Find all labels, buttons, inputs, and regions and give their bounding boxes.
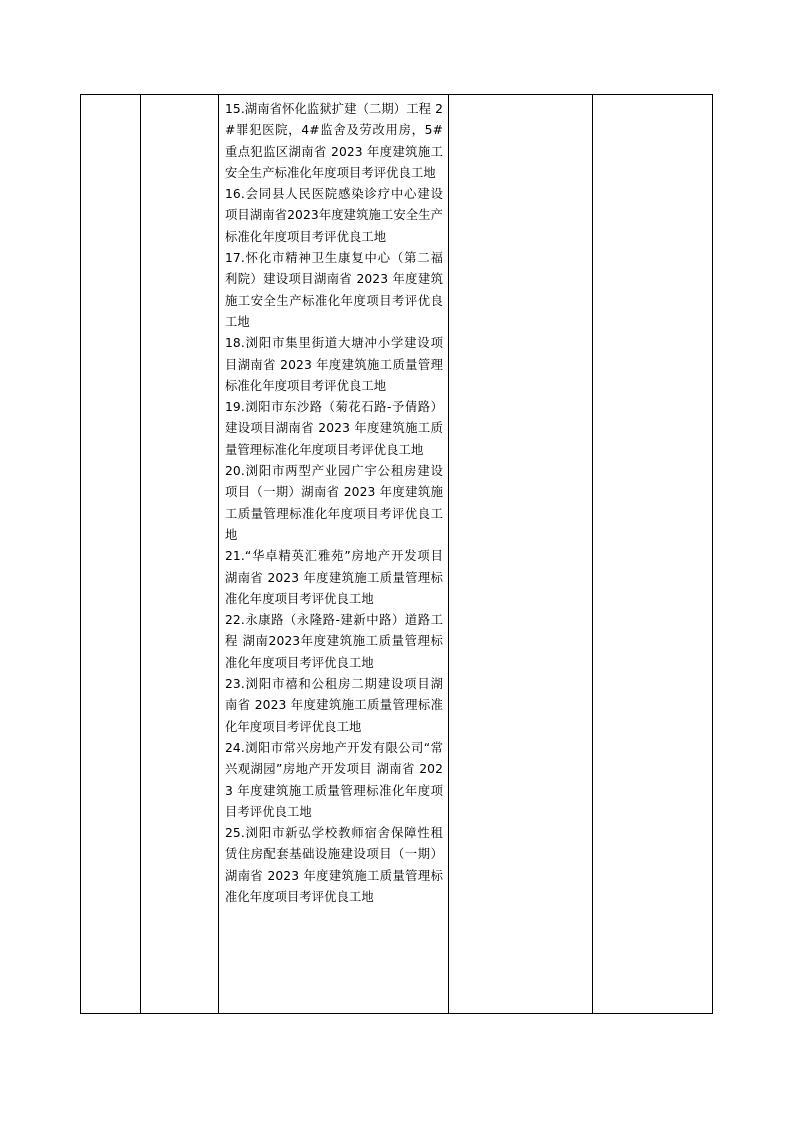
table-cell-col-5	[593, 95, 713, 1014]
table-cell-col-1	[81, 95, 141, 1014]
award-entry-23: 23.浏阳市禧和公租房二期建设项目湖南省 2023 年度建筑施工质量管理标准化年度项目考评优良工地	[225, 677, 443, 734]
award-entry-20: 20.浏阳市两型产业园广宇公租房建设项目（一期）湖南省 2023 年度建筑施工质量管理标准化年度项目考评优良工地	[225, 464, 443, 542]
award-entry-16: 16.会同县人民医院感染诊疗中心建设项目湖南省2023年度建筑施工安全生产标准化年度项目考评优良工地	[225, 187, 443, 244]
table-cell-awards-list	[219, 95, 449, 1014]
table-cell-col-2	[141, 95, 219, 1014]
award-entry-21: 21.“华卓精英汇雅苑”房地产开发项目湖南省 2023 年度建筑施工质量管理标准化年度项目考评优良工地	[225, 549, 443, 606]
award-entry-19: 19.浏阳市东沙路（菊花石路-予倩路）建设项目湖南省 2023 年度建筑施工质量管理标准化年度项目考评优良工地	[225, 400, 443, 457]
awards-table	[80, 94, 713, 1014]
table-row	[81, 95, 713, 1014]
award-entry-15: 15.湖南省怀化监狱扩建（二期）工程 2#罪犯医院，4#监舍及劳改用房，5#重点犯监区湖南省 2023 年度建筑施工安全生产标准化年度项目考评优良工地	[225, 102, 443, 180]
award-entry-24: 24.浏阳市常兴房地产开发有限公司“常兴观湖园”房地产开发项目 湖南省 2023 年度建筑施工质量管理标准化年度项目考评优良工地	[225, 740, 443, 819]
award-entry-17: 17.怀化市精神卫生康复中心（第二福利院）建设项目湖南省 2023 年度建筑施工安全生产标准化年度项目考评优良工地	[225, 251, 443, 329]
table-cell-col-4	[449, 95, 593, 1014]
award-entry-18: 18.浏阳市集里街道大塘冲小学建设项目湖南省 2023 年度建筑施工质量管理标准化年度项目考评优良工地	[225, 336, 443, 393]
award-entry-25: 25.浏阳市新弘学校教师宿舍保障性租赁住房配套基础设施建设项目（一期）湖南省 2023 年度建筑施工质量管理标准化年度项目考评优良工地	[225, 826, 443, 904]
award-entry-22: 22.永康路（永隆路-建新中路）道路工程 湖南2023年度建筑施工质量管理标准化年度项目考评优良工地	[225, 613, 443, 670]
